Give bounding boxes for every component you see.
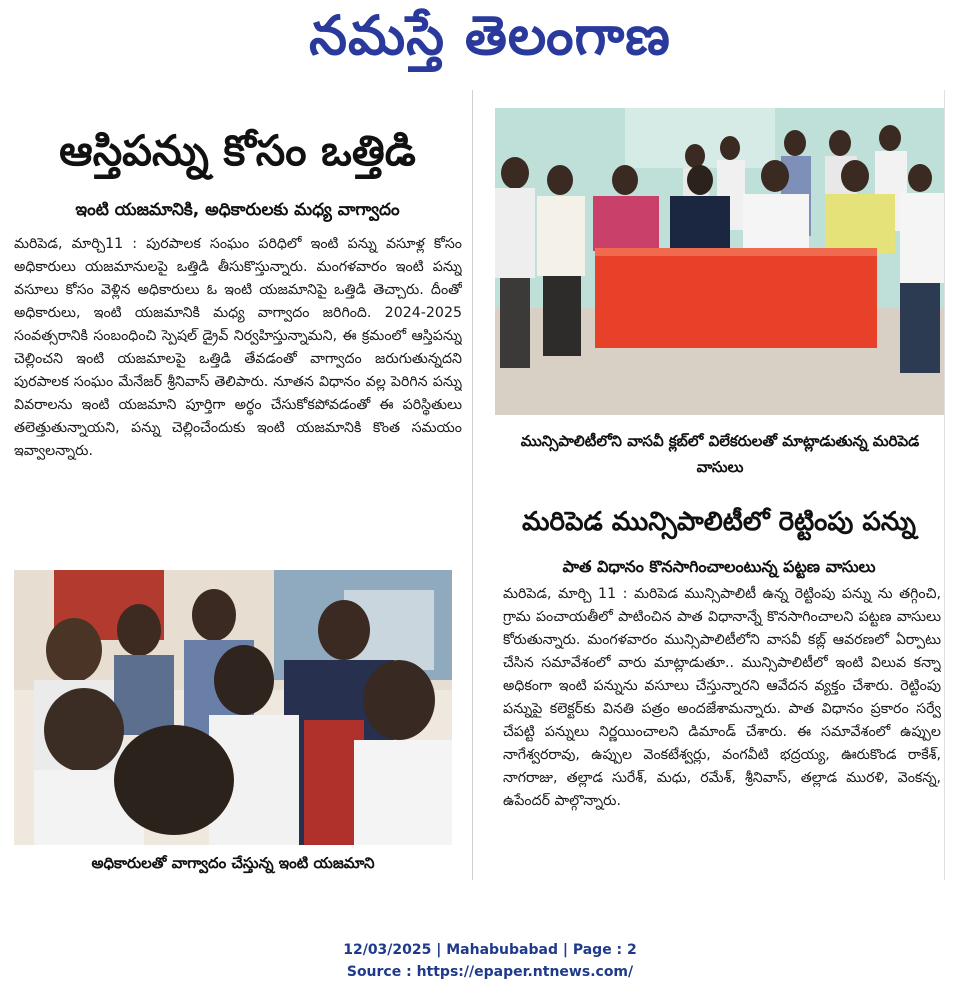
right-article-subheadline: పాత విధానం కొనసాగించాలంటున్న పట్టణ వాసులు — [562, 557, 876, 576]
meeting-scene-illustration — [495, 108, 944, 415]
footer-source: Source : https://epaper.ntnews.com/ — [346, 964, 634, 980]
right-border-rule — [944, 90, 945, 880]
left-article-headline: ఆస్తిపన్ను కోసం ఒత్తిడి — [59, 126, 416, 175]
argument-scene-illustration — [14, 570, 452, 845]
footer-dateline: 12/03/2025 | Mahabubabad | Page : 2 — [343, 942, 637, 958]
right-photo-caption: మున్సిపాలిటీలోని వాసవీ క్లబ్‌లో విలేకరులతో మాట్లాడుతున్న మరిపెడ వాసులు — [520, 432, 920, 476]
left-article-subheadline: ఇంటి యజమానికి, అధికారులకు మధ్య వాగ్వాదం — [75, 200, 400, 220]
right-article-body: మరిపెడ, మార్చి 11 : మరిపెడ మున్సిపాలిటీ ఉన్న రెట్టింపు పన్ను ను తగ్గించి, గ్రామ పంచాయతీలో పాటించిన పాత విధానాన్నే కొనసాగించాలని పట్టణ వాసులు కోరుతున్నారు. మంగళవారం మున్సిపాలిటీలోని వాసవీ కబ్ల్ ఆవరణలో ఏర్పాటు చేసిన సమావేశంలో వారు మాట్లాడుతూ.. మున్సిపాలిటీలో ఇంటి విలువ కన్నా అధికంగా ఇంటి పన్నును వసూలు చేస్తున్నారని ఆవేదన వ్యక్తం చేశారు. రెట్టింపు పన్నుపై కలెక్టర్‌కు వినతి పత్రం అందజేశామన్నారు. పాత విధానం ప్రకారం సర్వే చేపట్టి పన్నులు నిర్ణయించాలని డిమాండ్ చేశారు. ఈ సమావేశంలో ఉప్పుల నాగేశ్వరరావు, ఉప్పుల వెంకటేశ్వర్లు, వంగవీటి భద్రయ్య, ఊరుకొండ రాకేశ్, నాగరాజు, తల్లాడ సురేశ్, మధు, రమేశ్, శ్రీనివాస్, తల్లాడ మురళి, వెంకన్న, ఉపేందర్ పాల్గొన్నారు. — [503, 586, 941, 809]
masthead-title: నమస్తే తెలంగాణ — [309, 4, 671, 67]
left-photo-caption: అధికారులతో వాగ్వాదం చేస్తున్న ఇంటి యజమాని — [91, 854, 375, 872]
right-article-headline: మరిపెడ మున్సిపాలిటీలో రెట్టింపు పన్ను — [522, 507, 916, 537]
left-article-photo — [14, 570, 452, 845]
column-divider — [472, 90, 473, 880]
newspaper-masthead — [0, 0, 980, 72]
left-article-body: మరిపెడ, మార్చి11 : పురపాలక సంఘం పరిధిలో ఇంటి పన్ను వసూళ్ల కోసం అధికారులు యజమానులపై ఒత్తిడి తీసుకొస్తున్నారు. మంగళవారం ఇంటి పన్ను వసూలు కోసం వెళ్లిన అధికారులు ఓ ఇంటి యజమానిపై ఒత్తిడి తెచ్చారు. దీంతో అధికారులు, ఇంటి యజమానికి మధ్య వాగ్వాదం జరిగింది. 2024-2025 సంవత్సరానికి సంబంధించి స్పెషల్ డ్రైవ్ నిర్వహిస్తున్నామని, ఈ క్రమంలో ఆస్తిపన్ను చెల్లించని ఇంటి యజమాలపై ఒత్తిడి తేవడంతో వాగ్వాదం జరుగుతున్నదని పురపాలక సంఘం మేనేజర్ శ్రీనివాస్ తెలిపారు. నూతన విధానం వల్ల పెరిగిన పన్ను వివరాలను ఇంటి యజమాని పూర్తిగా అర్థం చేసుకోకపోవడంతో ఈ పరిస్థితులు తలెత్తుతున్నాయని, పన్ను చెల్లించేందుకు ఇంటి యజమానికి కొంత సమయం ఇవ్వాలన్నారు. — [14, 236, 462, 459]
right-article-photo — [495, 108, 944, 415]
